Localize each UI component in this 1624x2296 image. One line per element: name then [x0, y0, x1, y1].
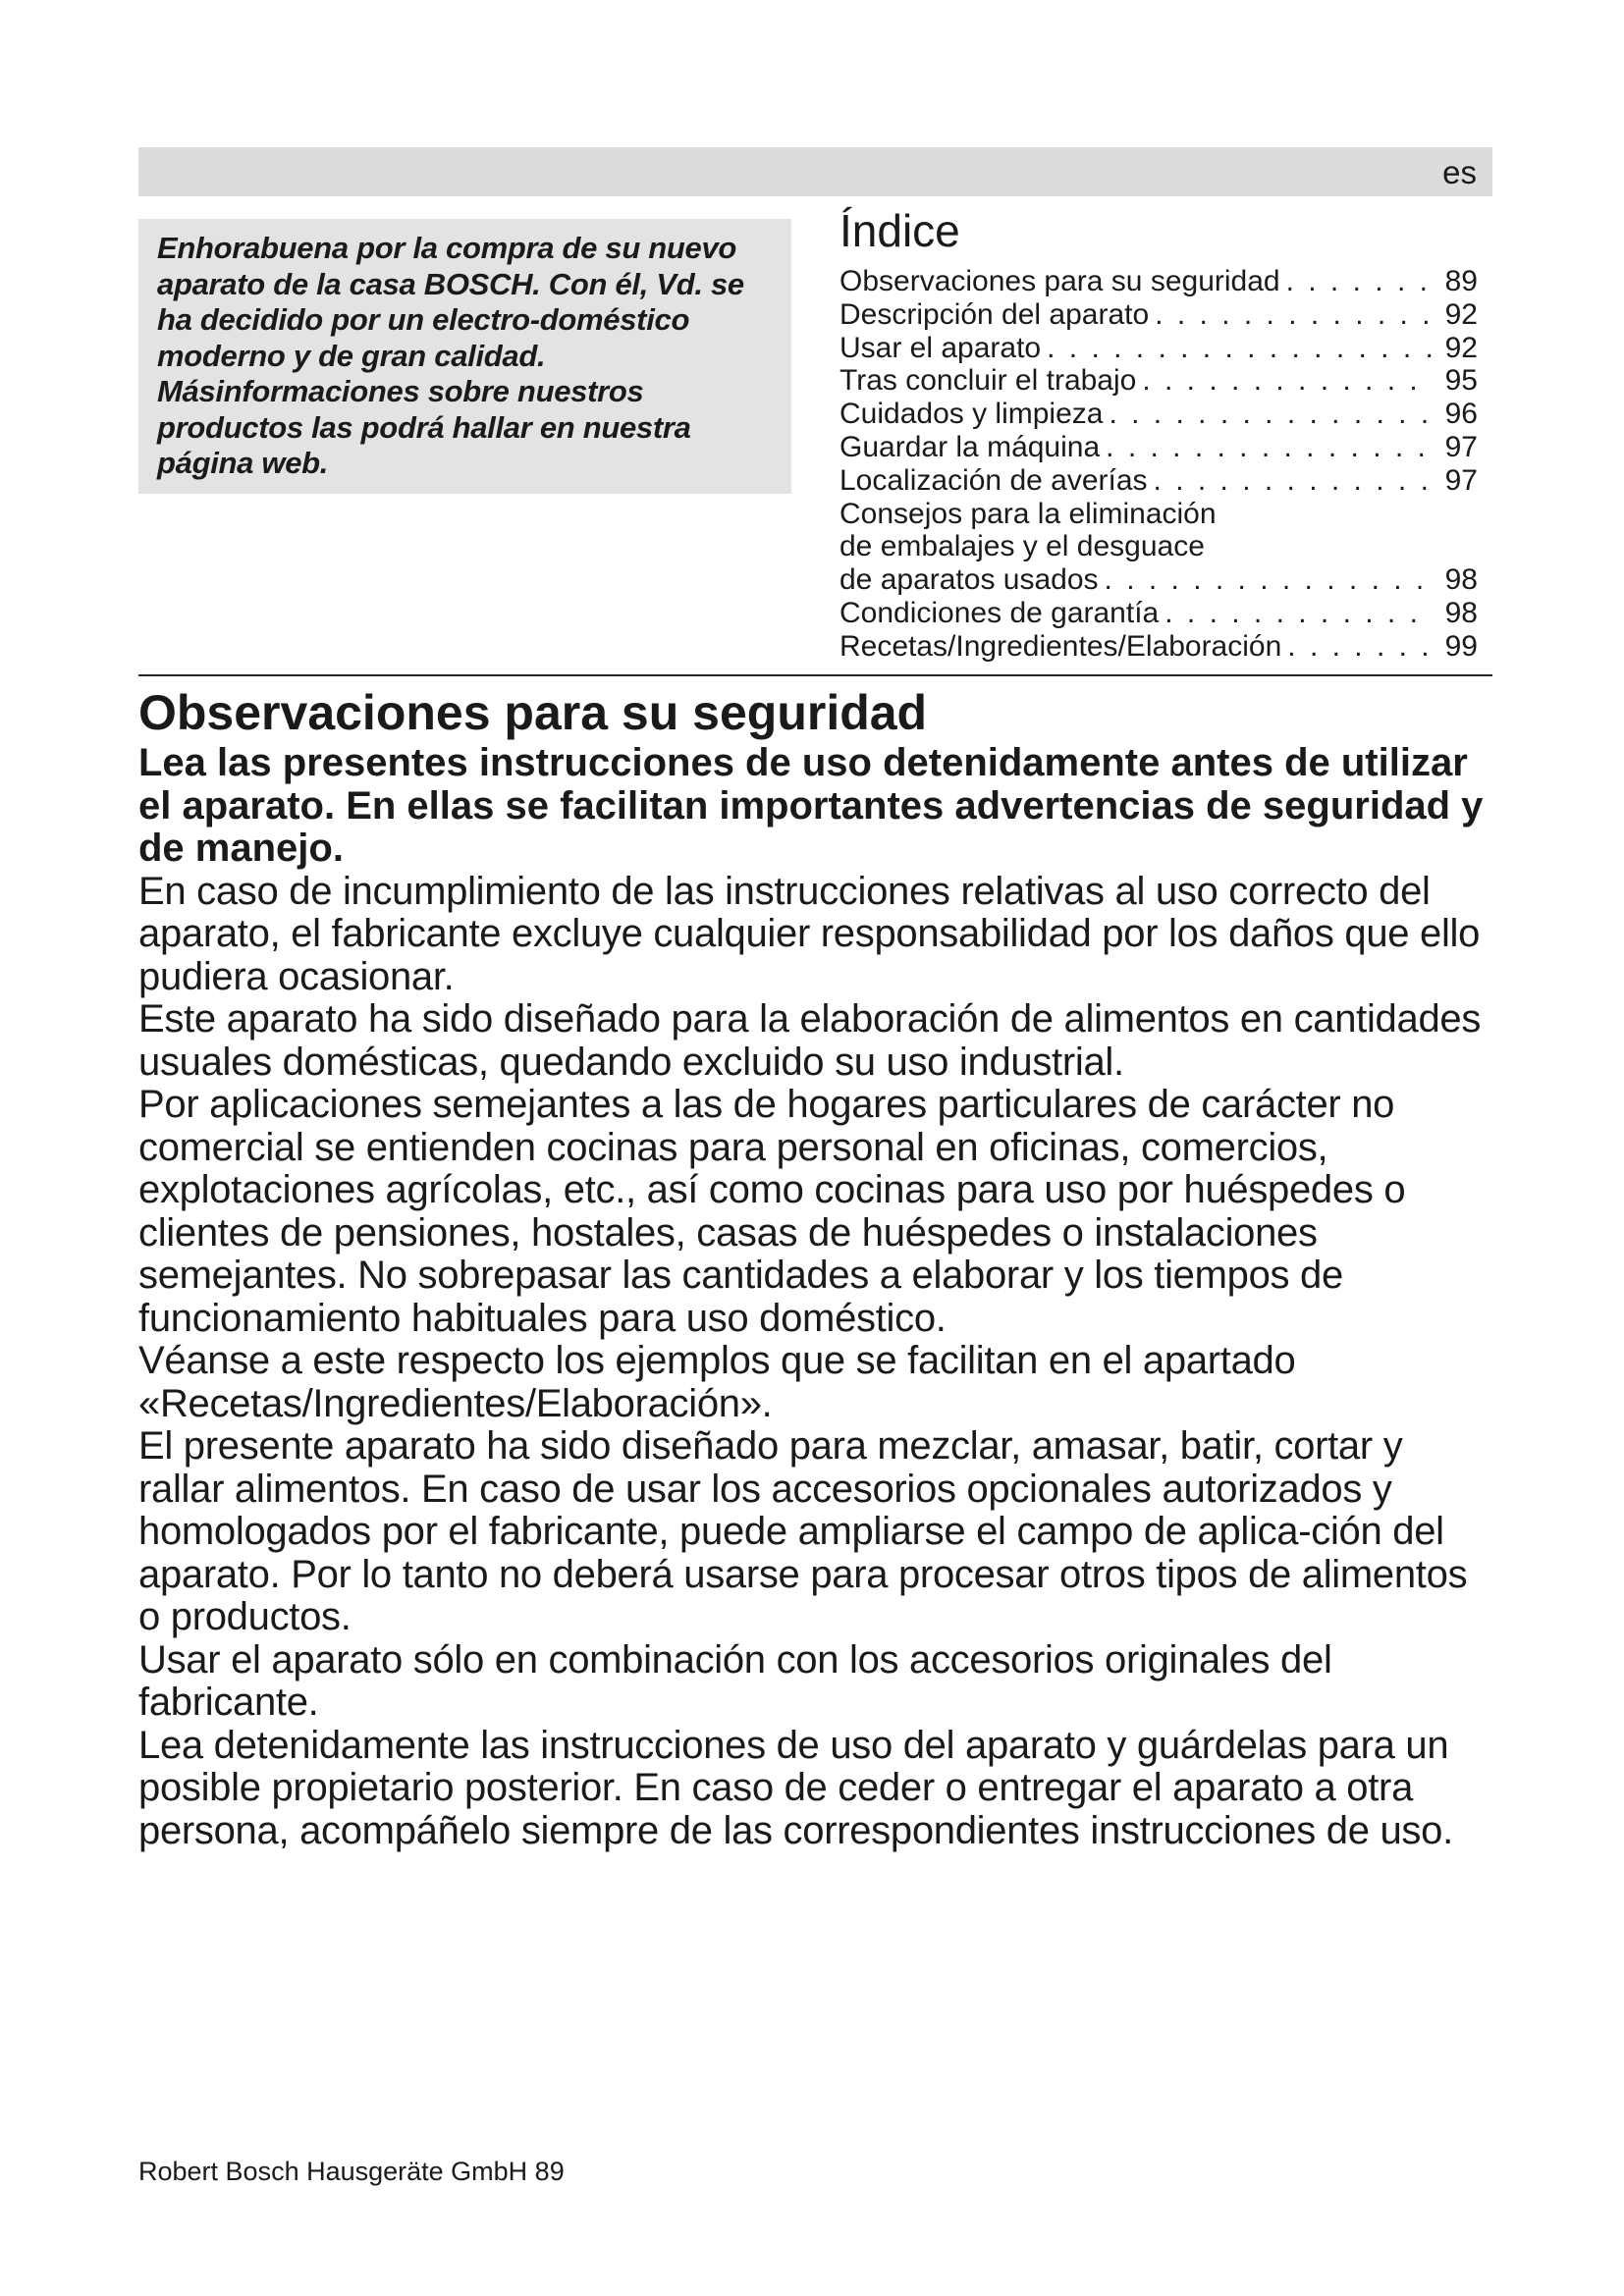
toc-leader-dots: [1105, 563, 1433, 597]
toc-entry-page: 89: [1444, 265, 1478, 297]
toc-leader-dots: [1109, 398, 1433, 431]
toc-entry-label: Consejos para la eliminación: [839, 497, 1217, 530]
toc-entry: [839, 431, 1478, 464]
toc-leader-dots: [1106, 431, 1433, 464]
paragraph: Véanse a este respecto los ejemplos que se facilitan en el apartado «Recetas/Ingredientes/Elaboración».: [138, 1339, 1296, 1425]
toc-entry-page: 95: [1444, 364, 1478, 398]
safety-section: [138, 683, 1492, 1852]
paragraph: El presente aparato ha sido diseñado para mezclar, amasar, batir, cortar y rallar alimentos. En caso de usar los accesorios opcionales autorizados y homologados por el fabricante, puede ampliarse el campo de aplica-ción del aparato. Por lo tanto no deberá usarse para procesar otros tipos de alimentos o productos.: [138, 1424, 1468, 1638]
toc-entry: [839, 265, 1478, 298]
toc-entry-page: 92: [1444, 297, 1478, 331]
toc-title: Índice: [839, 205, 960, 256]
section-title: Observaciones para su seguridad: [138, 685, 928, 740]
toc-entry: [839, 298, 1478, 332]
paragraph: Este aparato ha sido diseñado para la elaboración de alimentos en cantidades usuales domésticas, quedando excluido su uso industrial.: [138, 997, 1482, 1084]
toc-entry-label: Usar el aparato: [839, 331, 1042, 364]
toc-leader-dots: [1154, 464, 1433, 498]
toc-entry: [839, 332, 1478, 365]
toc-entry-label: Cuidados y limpieza: [839, 398, 1104, 431]
toc-leader-dots: [1164, 597, 1433, 630]
intro-text: Enhorabuena por la compra de su nuevo aparato de la casa BOSCH. Con él, Vd. se ha decidido por un electro-doméstico moderno y de gran calidad. Másinformaciones sobre nuestros productos las podrá hallar en nuestra página web.: [157, 231, 744, 480]
toc-entry-continued: [839, 498, 1478, 531]
body-text: [138, 871, 1492, 1853]
toc-entry-label: Localización de averías: [839, 463, 1148, 497]
table-of-contents: [839, 204, 1478, 664]
toc-entry-label: Tras concluir el trabajo: [839, 364, 1137, 398]
toc-leader-dots: [1155, 298, 1433, 332]
section-divider: [138, 674, 1492, 676]
toc-entry-label: Observaciones para su seguridad: [839, 265, 1280, 297]
toc-entry-page: 97: [1444, 430, 1478, 463]
toc-entry-label: Descripción del aparato: [839, 297, 1150, 331]
paragraph: Por aplicaciones semejantes a las de hogares particulares de carácter no comercial se entienden cocinas para personal en oficinas, comercios, explotaciones agrícolas, etc., así como cocinas para uso por huéspedes o clientes de pensiones, hostales, casas de huéspedes o instalaciones semejantes. No sobrepasar las cantidades a elaborar y los tiempos de funcionamiento habituales para uso doméstico.: [138, 1083, 1406, 1340]
toc-entry-label: de embalajes y el desguace: [839, 530, 1205, 563]
paragraph: Usar el aparato sólo en combinación con los accesorios originales del fabricante.: [138, 1637, 1332, 1724]
paragraph: En caso de incumplimiento de las instrucciones relativas al uso correcto del aparato, el fabricante excluye cualquier responsabilidad por los daños que ello pudiera ocasionar.: [138, 869, 1481, 998]
toc-leader-dots: [1286, 265, 1433, 298]
page-footer: Robert Bosch Hausgeräte GmbH 89: [138, 2157, 565, 2186]
toc-entry-label: Recetas/Ingredientes/Elaboración: [839, 629, 1282, 663]
toc-entry-page: 96: [1444, 398, 1478, 431]
toc-entry: [839, 563, 1478, 597]
toc-entry-label: de aparatos usados: [839, 563, 1099, 597]
toc-entry: [839, 364, 1478, 398]
intro-box: [138, 219, 791, 494]
toc-entry-page: 97: [1444, 463, 1478, 497]
toc-leader-dots: [1142, 364, 1433, 398]
language-code: es: [1442, 154, 1477, 190]
toc-entry-page: 92: [1444, 331, 1478, 364]
paragraph: Lea detenidamente las instrucciones de uso del aparato y guárdelas para un posible propietario posterior. En caso de ceder o entregar el aparato a otra persona, acompáñelo siempre de las correspondientes instrucciones de uso.: [138, 1723, 1453, 1852]
toc-entry: [839, 398, 1478, 431]
toc-leader-dots: [1047, 332, 1433, 365]
lead-paragraph: Lea las presentes instrucciones de uso detenidamente antes de utilizar el aparato. En ellas se facilitan importantes advertencias de seguridad y de manejo.: [138, 741, 1484, 870]
toc-entry-page: 98: [1444, 563, 1478, 597]
toc-entry-label: Guardar la máquina: [839, 430, 1101, 463]
toc-list: [839, 265, 1478, 664]
toc-entry: [839, 464, 1478, 498]
toc-leader-dots: [1287, 630, 1433, 664]
toc-entry-label: Condiciones de garantía: [839, 596, 1160, 629]
toc-entry: [839, 597, 1478, 630]
toc-entry: [839, 630, 1478, 664]
toc-entry-page: 98: [1444, 596, 1478, 629]
language-header-bar: [138, 147, 1492, 196]
toc-entry-page: 99: [1444, 629, 1478, 663]
toc-entry-continued: [839, 530, 1478, 563]
